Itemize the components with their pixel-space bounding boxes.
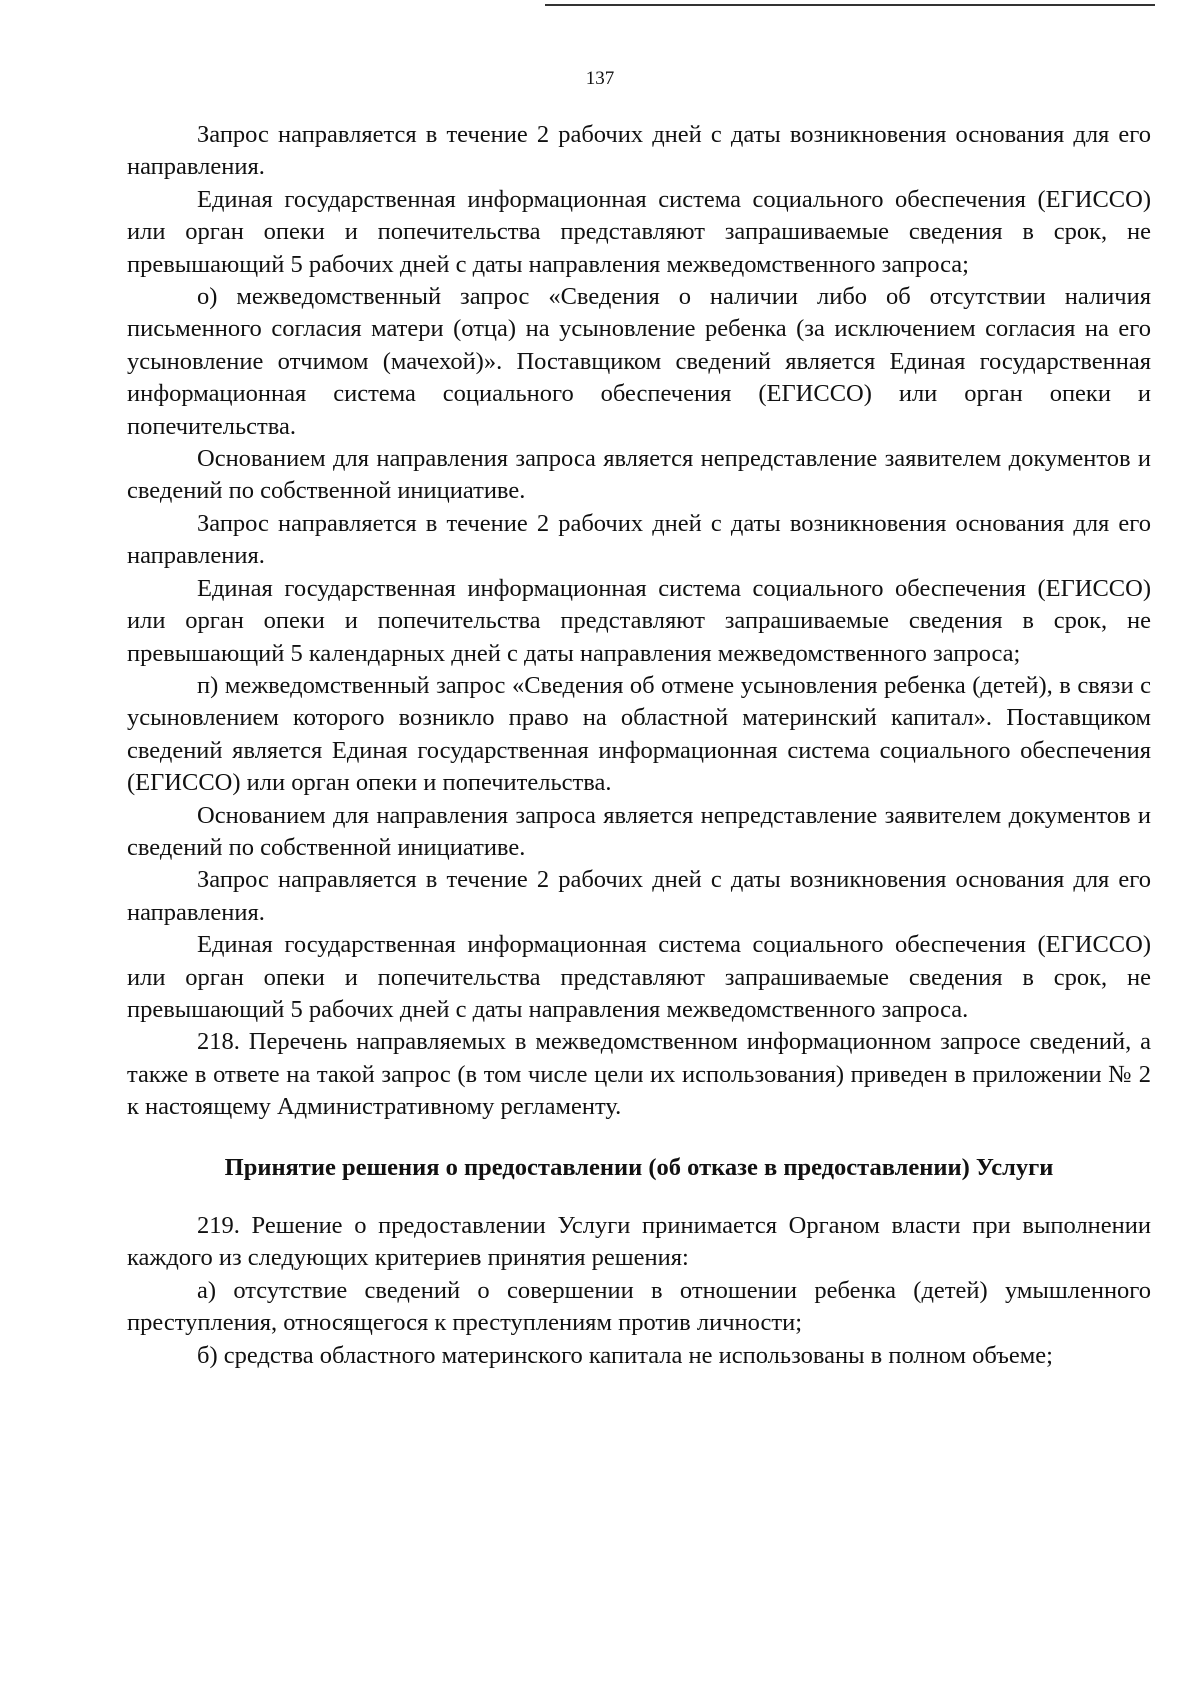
paragraph: Запрос направляется в течение 2 рабочих дней с даты возникновения основания для его направления.: [127, 121, 1151, 181]
paragraph: п) межведомственный запрос «Сведения об отмене усыновления ребенка (детей), в связи с усыновлением которого возникло право на областной материнский капитал». Поставщиком сведений является Единая государственная информационная система социального обеспечения (ЕГИССО) или орган опеки и попечительства.: [127, 671, 1151, 797]
paragraph: Основанием для направления запроса является непредставление заявителем документов и сведений по собственной инициативе.: [127, 445, 1151, 505]
document-body: [127, 119, 1151, 1372]
page-number: 137: [585, 68, 615, 89]
paragraph: б) средства областного материнского капитала не использованы в полном объеме;: [197, 1341, 1053, 1369]
paragraph: о) межведомственный запрос «Сведения о наличии либо об отсутствии наличия письменного согласия матери (отца) на усыновление ребенка (за исключением согласия на его усыновление отчимом (мачехой)». Поставщиком сведений является Единая государственная информационная система социального обеспечения (ЕГИССО) или орган опеки и попечительства.: [127, 283, 1151, 440]
paragraph: Единая государственная информационная система социального обеспечения (ЕГИССО) или орган опеки и попечительства представляют запрашиваемые сведения в срок, не превышающий 5 рабочих дней с даты направления межведомственного запроса.: [127, 931, 1151, 1023]
paragraph: а) отсутствие сведений о совершении в отношении ребенка (детей) умышленного преступления, относящегося к преступлениям против личности;: [127, 1276, 1151, 1337]
paragraph: 219. Решение о предоставлении Услуги принимается Органом власти при выполнении каждого из следующих критериев принятия решения:: [127, 1212, 1151, 1272]
paragraph: Единая государственная информационная система социального обеспечения (ЕГИССО) или орган опеки и попечительства представляют запрашиваемые сведения в срок, не превышающий 5 рабочих дней с даты направления межведомственного запроса;: [127, 185, 1151, 278]
section-heading: Принятие решения о предоставлении (об отказе в предоставлении) Услуги: [224, 1153, 1054, 1181]
top-rule: [545, 4, 1155, 6]
paragraph: Основанием для направления запроса является непредставление заявителем документов и сведений по собственной инициативе.: [127, 801, 1151, 861]
paragraph: 218. Перечень направляемых в межведомственном информационном запросе сведений, а также в ответе на такой запрос (в том числе цели их использования) приведен в приложении № 2 к настоящему Административному регламенту.: [127, 1028, 1151, 1121]
paragraph: Запрос направляется в течение 2 рабочих дней с даты возникновения основания для его направления.: [127, 509, 1151, 570]
paragraph: Единая государственная информационная система социального обеспечения (ЕГИССО) или орган опеки и попечительства представляют запрашиваемые сведения в срок, не превышающий 5 календарных дней с даты направления межведомственного запроса;: [127, 574, 1151, 667]
paragraph: Запрос направляется в течение 2 рабочих дней с даты возникновения основания для его направления.: [127, 866, 1151, 926]
